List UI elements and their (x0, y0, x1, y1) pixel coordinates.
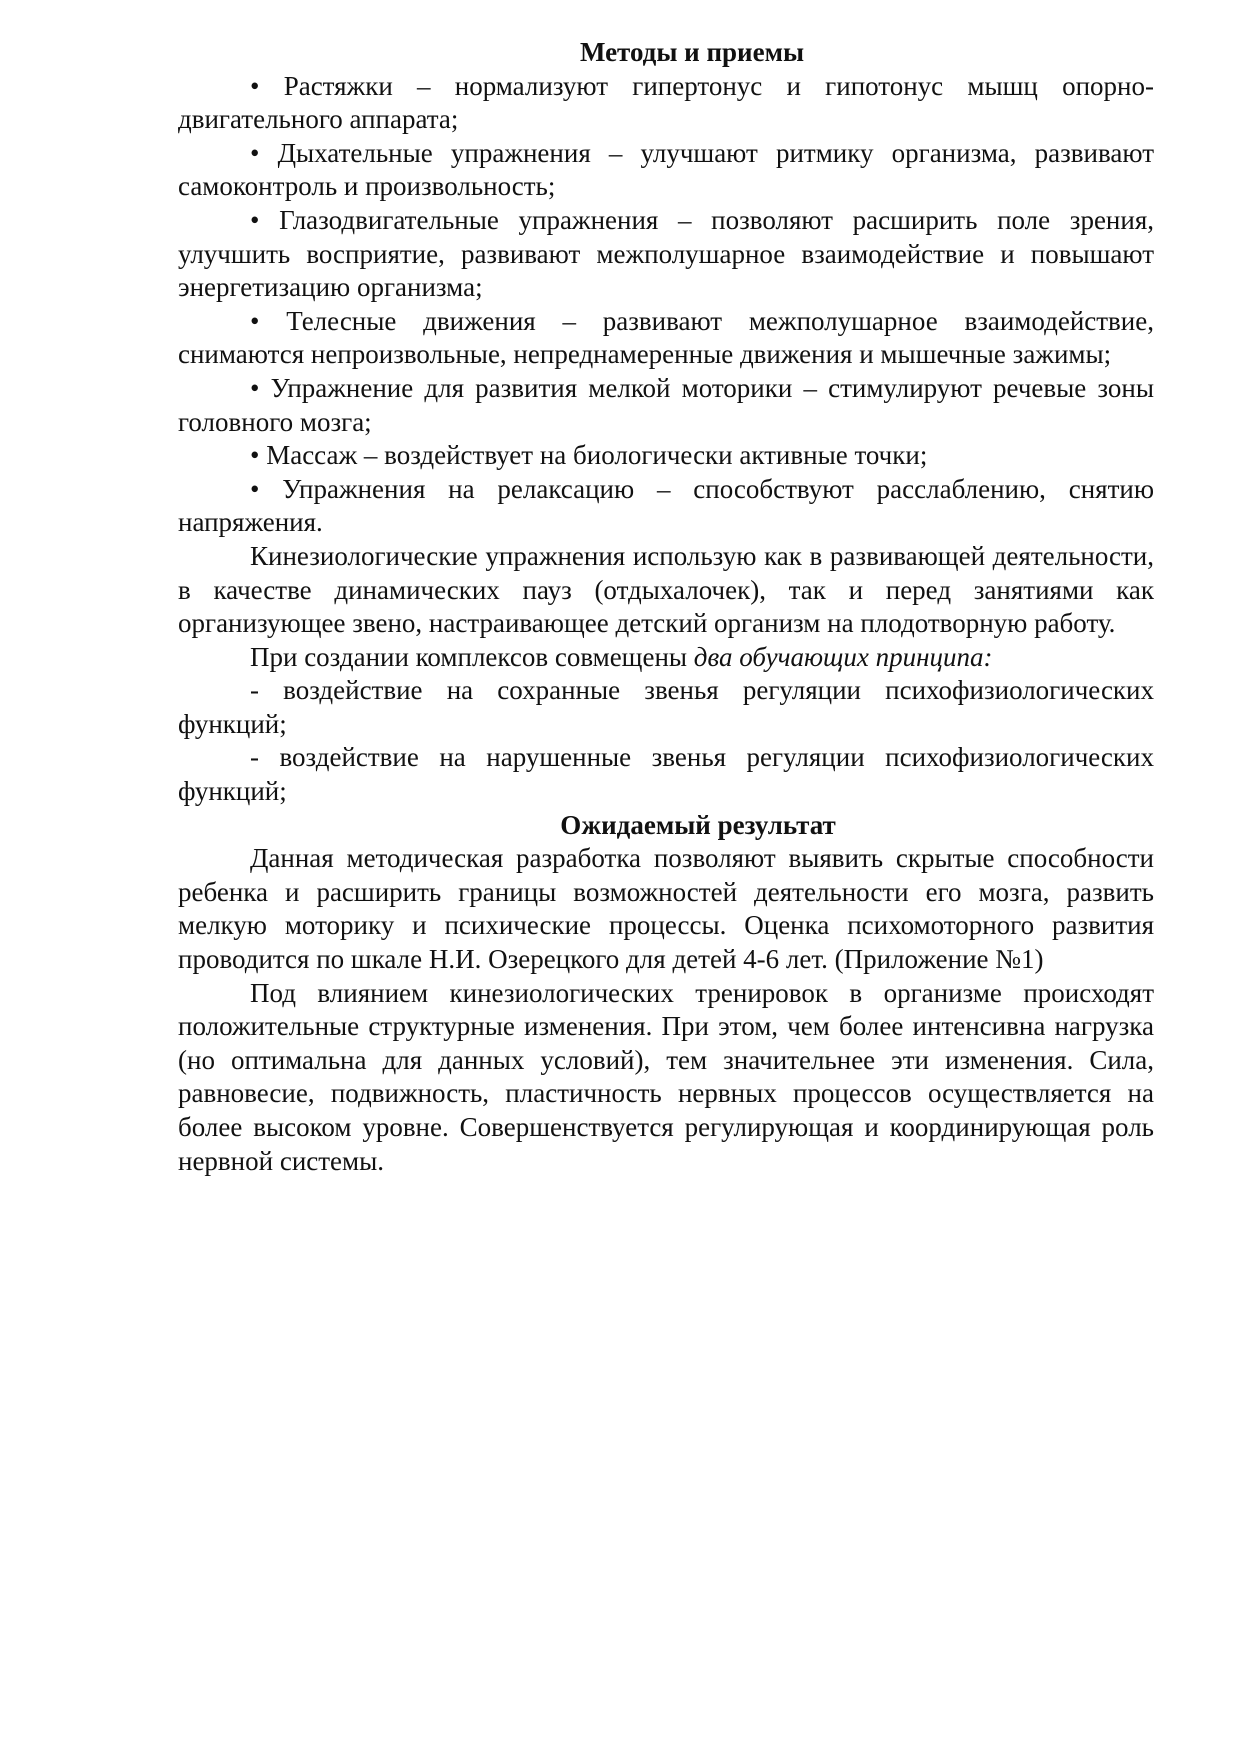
result-heading: Ожидаемый результат (560, 809, 836, 840)
usage-paragraph: Кинезиологические упражнения использую как в развивающей деятельности, в качестве динамических пауз (отдыхалочек), так и перед занятиями как организующее звено, настраивающее детский организм на плодотворную работу. (178, 540, 1154, 639)
principles-intro-text: При создании комплексов совмещены (250, 641, 688, 672)
bullet-icon: • (250, 204, 260, 235)
methods-item (178, 70, 1154, 137)
methods-item (178, 372, 1154, 439)
methods-item (178, 137, 1154, 204)
bullet-icon: • (250, 440, 260, 471)
bullet-icon: • (250, 137, 260, 168)
methods-item-text: Дыхательные упражнения – улучшают ритмику организма, развивают самоконтроль и произвольность; (178, 137, 1154, 202)
result-paragraph: Данная методическая разработка позволяют выявить скрытые способности ребенка и расширить границы возможностей деятельности его мозга, развить мелкую моторику и психические процессы. Оценка психомоторного развития проводится по шкале Н.И. Озерецкого для детей 4-6 лет. (Приложение №1) (178, 843, 1154, 975)
bullet-icon: • (250, 473, 260, 504)
methods-item-text: Упражнение для развития мелкой моторики – стимулируют речевые зоны головного мозга; (178, 372, 1154, 437)
bullet-icon: • (250, 372, 260, 403)
methods-item-text: Массаж – воздействует на биологически активные точки; (266, 440, 928, 471)
methods-item (178, 204, 1154, 305)
methods-item (178, 305, 1154, 372)
methods-item (178, 473, 1154, 540)
document-page (178, 36, 1154, 1178)
methods-item-text: Растяжки – нормализуют гипертонус и гипотонус мышц опорно-двигательного аппарата; (178, 70, 1154, 135)
methods-item-text: Телесные движения – развивают межполушарное взаимодействие, снимаются непроизвольные, непреднамеренные движения и мышечные зажимы; (178, 305, 1154, 370)
bullet-icon: • (250, 305, 260, 336)
principles-emphasis: два обучающих принципа: (693, 641, 993, 672)
bullet-icon: • (250, 70, 260, 101)
methods-item (178, 439, 1154, 473)
methods-item-text: Упражнения на релаксацию – способствуют расслаблению, снятию напряжения. (178, 473, 1155, 538)
methods-item-text: Глазодвигательные упражнения – позволяют расширить поле зрения, улучшить восприятие, развивают межполушарное взаимодействие и повышают энергетизацию организма; (178, 204, 1154, 303)
principles-intro-paragraph (178, 641, 1154, 675)
methods-heading: Методы и приемы (579, 37, 805, 67)
principle-item: - воздействие на сохранные звенья регуляции психофизиологических функций; (178, 675, 1154, 739)
principle-item: - воздействие на нарушенные звенья регуляции психофизиологических функций; (178, 742, 1154, 807)
result-paragraph: Под влиянием кинезиологических тренировок в организме происходят положительные структурные изменения. При этом, чем более интенсивна нагрузка (но оптимальна для данных условий), тем значительнее эти изменения. Сила, равновесие, подвижность, пластичность нервных процессов осуществляется на более высоком уровне. Совершенствуется регулирующая и координирующая роль нервной системы. (178, 977, 1154, 1176)
